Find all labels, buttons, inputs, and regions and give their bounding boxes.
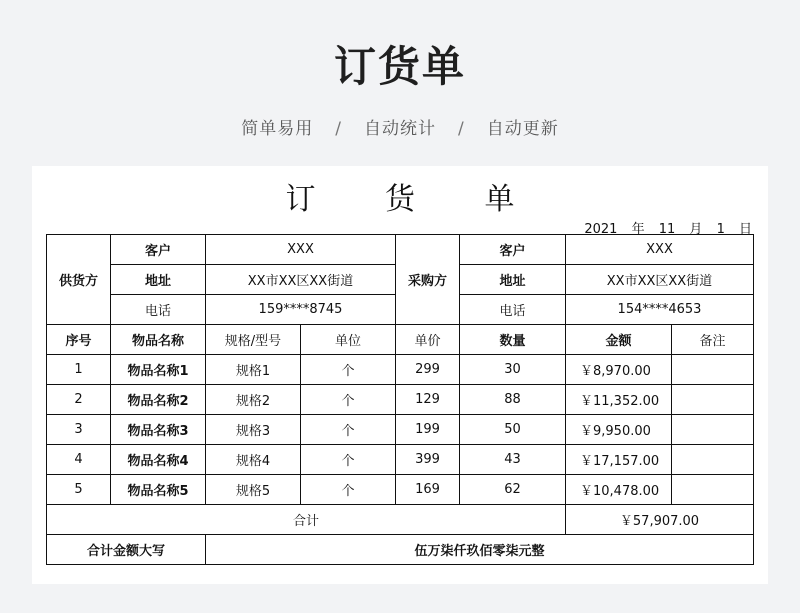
date-day-unit: 日 (738, 222, 752, 237)
page-title: 订货单 (333, 42, 466, 91)
table-row (47, 355, 754, 385)
supplier-customer-value: XXX (206, 235, 396, 265)
item-no: 4 (47, 445, 111, 475)
item-no: 5 (47, 475, 111, 505)
item-spec: 规格3 (206, 415, 301, 445)
feature-tag: 自动统计 (364, 119, 436, 139)
supplier-customer-row (47, 235, 754, 265)
column-header: 备注 (672, 325, 754, 355)
item-unit: 个 (301, 415, 396, 445)
item-qty: 62 (460, 475, 566, 505)
buyer-address-value: XX市XX区XX街道 (566, 265, 754, 295)
date-day: 1 (716, 222, 725, 237)
item-qty: 50 (460, 415, 566, 445)
table-row (47, 475, 754, 505)
feature-tag: 简单易用 (241, 119, 314, 139)
tag-separator: / (458, 119, 465, 139)
item-price: 199 (396, 415, 460, 445)
item-qty: 30 (460, 355, 566, 385)
supplier-phone-label: 电话 (111, 295, 206, 325)
feature-tags (0, 114, 800, 139)
item-note (672, 385, 754, 415)
feature-tag: 自动更新 (486, 119, 559, 139)
item-name: 物品名称4 (111, 445, 206, 475)
item-price: 129 (396, 385, 460, 415)
item-spec: 规格4 (206, 445, 301, 475)
supplier-address-label: 地址 (111, 265, 206, 295)
column-header: 规格/型号 (206, 325, 301, 355)
table-row (47, 385, 754, 415)
column-header: 单价 (396, 325, 460, 355)
form-title: 订 货 单 (285, 182, 545, 217)
buyer-address-label: 地址 (460, 265, 566, 295)
column-header: 序号 (47, 325, 111, 355)
item-amount: ￥9,950.00 (566, 415, 672, 445)
item-no: 1 (47, 355, 111, 385)
item-name: 物品名称2 (111, 385, 206, 415)
total-row (47, 505, 754, 535)
item-note (672, 475, 754, 505)
table-row (47, 445, 754, 475)
column-header: 数量 (460, 325, 566, 355)
item-amount: ￥17,157.00 (566, 445, 672, 475)
buyer-customer-value: XXX (566, 235, 754, 265)
date-year-unit: 年 (631, 222, 645, 237)
item-price: 169 (396, 475, 460, 505)
item-spec: 规格2 (206, 385, 301, 415)
column-header: 金额 (566, 325, 672, 355)
date-month: 11 (658, 222, 676, 237)
buyer-label: 采购方 (396, 235, 460, 325)
item-no: 3 (47, 415, 111, 445)
item-spec: 规格5 (206, 475, 301, 505)
order-form-sheet (32, 166, 768, 584)
item-name: 物品名称3 (111, 415, 206, 445)
total-words-row (47, 535, 754, 565)
supplier-label: 供货方 (47, 235, 111, 325)
date-year: 2021 (584, 222, 618, 237)
item-unit: 个 (301, 355, 396, 385)
buyer-customer-label: 客户 (460, 235, 566, 265)
order-table (46, 234, 754, 565)
date-month-unit: 月 (689, 222, 703, 237)
item-price: 299 (396, 355, 460, 385)
item-qty: 43 (460, 445, 566, 475)
item-unit: 个 (301, 475, 396, 505)
item-amount: ￥8,970.00 (566, 355, 672, 385)
item-amount: ￥11,352.00 (566, 385, 672, 415)
table-row (47, 415, 754, 445)
column-header: 物品名称 (111, 325, 206, 355)
item-name: 物品名称1 (111, 355, 206, 385)
item-note (672, 415, 754, 445)
total-words-value: 伍万柒仟玖佰零柒元整 (206, 535, 754, 565)
total-label: 合计 (47, 505, 566, 535)
supplier-address-value: XX市XX区XX街道 (206, 265, 396, 295)
item-qty: 88 (460, 385, 566, 415)
item-spec: 规格1 (206, 355, 301, 385)
supplier-phone-value: 159****8745 (206, 295, 396, 325)
item-price: 399 (396, 445, 460, 475)
total-amount: ￥57,907.00 (566, 505, 754, 535)
item-name: 物品名称5 (111, 475, 206, 505)
supplier-customer-label: 客户 (111, 235, 206, 265)
buyer-phone-label: 电话 (460, 295, 566, 325)
item-amount: ￥10,478.00 (566, 475, 672, 505)
item-note (672, 355, 754, 385)
tag-separator: / (335, 119, 342, 139)
column-header: 单位 (301, 325, 396, 355)
item-unit: 个 (301, 445, 396, 475)
buyer-phone-value: 154****4653 (566, 295, 754, 325)
item-note (672, 445, 754, 475)
column-header-row (47, 325, 754, 355)
total-words-label: 合计金额大写 (47, 535, 206, 565)
item-unit: 个 (301, 385, 396, 415)
item-no: 2 (47, 385, 111, 415)
